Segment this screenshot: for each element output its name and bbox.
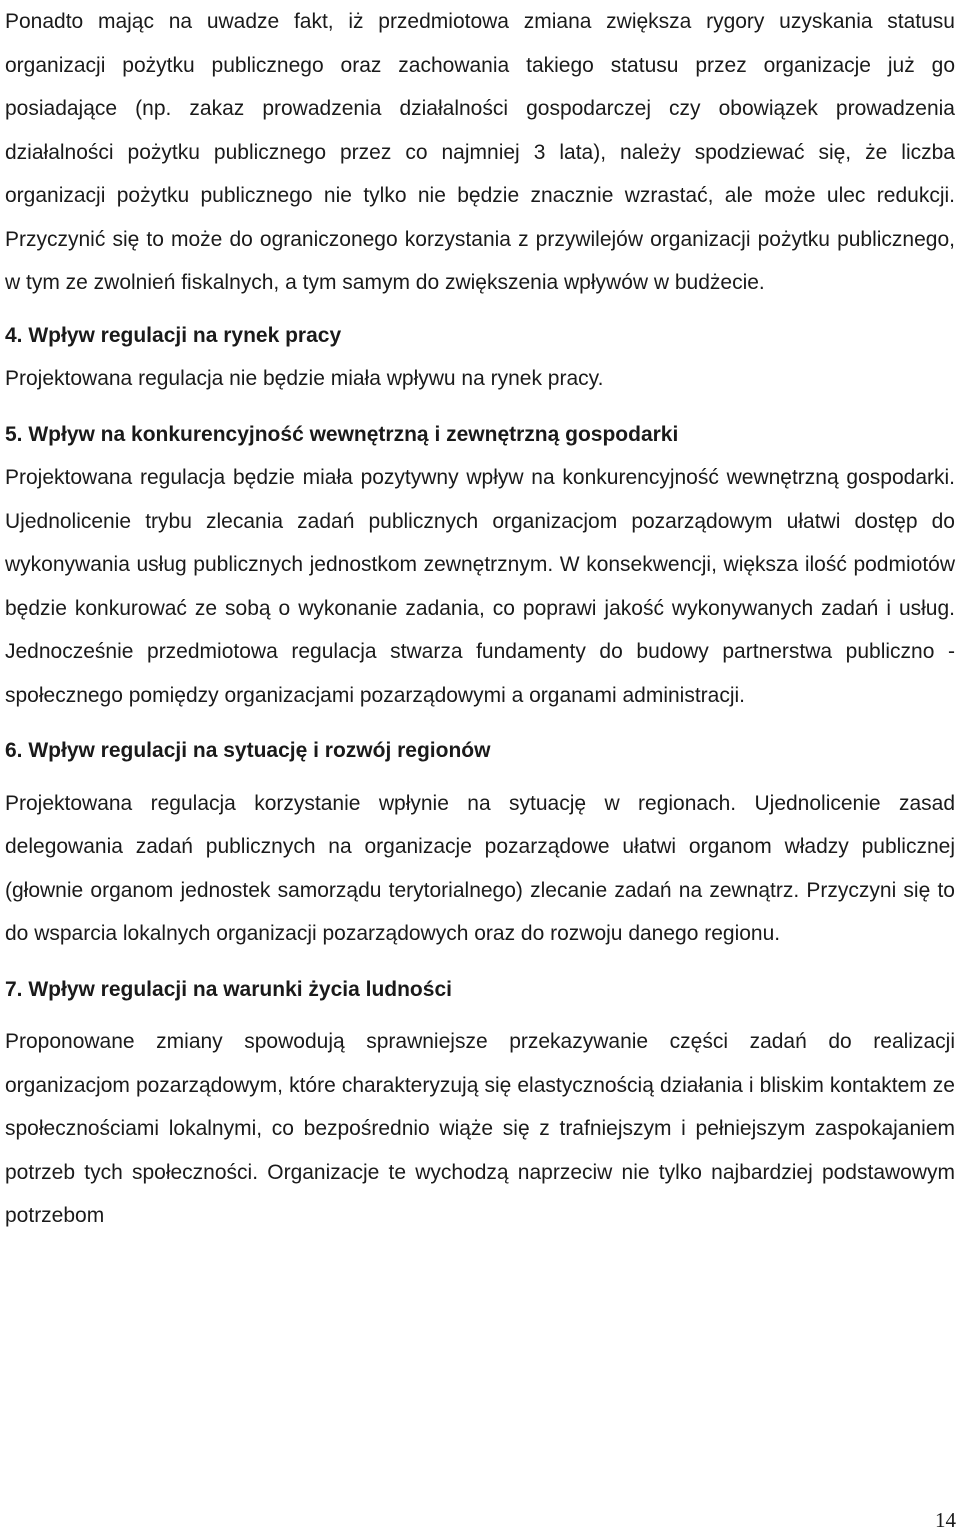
section-5-text: Projektowana regulacja będzie miała pozytywny wpływ na konkurencyjność wewnętrzną gospodarki. Ujednolicenie trybu zlecania zadań publicznych organizacjom pozarządowym ułatwi dostęp do wykonywania usług publicznych jednostkom zewnętrznym. W konsekwencji, większa ilość podmiotów będzie konkurować ze sobą o wykonanie zadania, co poprawi jakość wykonywanych zadań i usług. Jednocześnie przedmiotowa regulacja stwarza fundamenty do budowy partnerstwa publiczno - społecznego pomiędzy organizacjami pozarządowymi a organami administracji. (5, 466, 955, 707)
spacer (5, 401, 955, 413)
page-number: 14 (935, 1508, 956, 1532)
spacer (5, 305, 955, 314)
section-5-heading: 5. Wpływ na konkurencyjność wewnętrzną i zewnętrzną gospodarki (5, 422, 679, 446)
paragraph-intro: Ponadto mając na uwadze fakt, iż przedmiotowa zmiana zwiększa rygory uzyskania statusu organizacji pożytku publicznego oraz zachowania takiego statusu przez organizacje już go posiadające (np. zakaz prowadzenia działalności gospodarczej czy obowiązek prowadzenia działalności pożytku publicznego przez co najmniej 3 lata), należy spodziewać się, że liczba organizacji pożytku publicznego nie tylko nie będzie znacznie wzrastać, ale może ulec redukcji. Przyczynić się to może do ograniczonego korzystania z przywilejów organizacji pożytku publicznego, w tym ze zwolnień fiskalnych, a tym samym do zwiększenia wpływów w budżecie. (5, 10, 955, 294)
section-6-heading: 6. Wpływ regulacji na sytuację i rozwój regionów (5, 739, 491, 762)
spacer (5, 956, 955, 968)
spacer (5, 773, 955, 782)
spacer (5, 717, 955, 729)
section-4-text: Projektowana regulacja nie będzie miała wpływu na rynek pracy. (5, 367, 604, 390)
spacer (5, 1011, 955, 1020)
section-6-text: Projektowana regulacja korzystanie wpłynie na sytuację w regionach. Ujednolicenie zasad delegowania zadań publicznych na organizacje pozarządowe ułatwi organom władzy publicznej (głownie organom jednostek samorządu terytorialnego) zlecanie zadań na zewnątrz. Przyczyni się to do wsparcia lokalnych organizacji pozarządowych oraz do rozwoju danego regionu. (5, 791, 955, 945)
document-body (5, 0, 955, 1238)
section-7-heading: 7. Wpływ regulacji na warunki życia ludności (5, 977, 452, 1001)
section-7-text: Proponowane zmiany spowodują sprawniejsze przekazywanie części zadań do realizacji organizacjom pozarządowym, które charakteryzują się elastycznością działania i bliskim kontaktem ze społecznościami lokalnymi, co bezpośrednio wiąże się z trafniejszym i pełniejszym zaspokajaniem potrzeb tych społeczności. Organizacje te wychodzą naprzeciw nie tylko najbardziej podstawowym potrzebom (5, 1030, 955, 1227)
section-4-heading: 4. Wpływ regulacji na rynek pracy (5, 323, 342, 347)
